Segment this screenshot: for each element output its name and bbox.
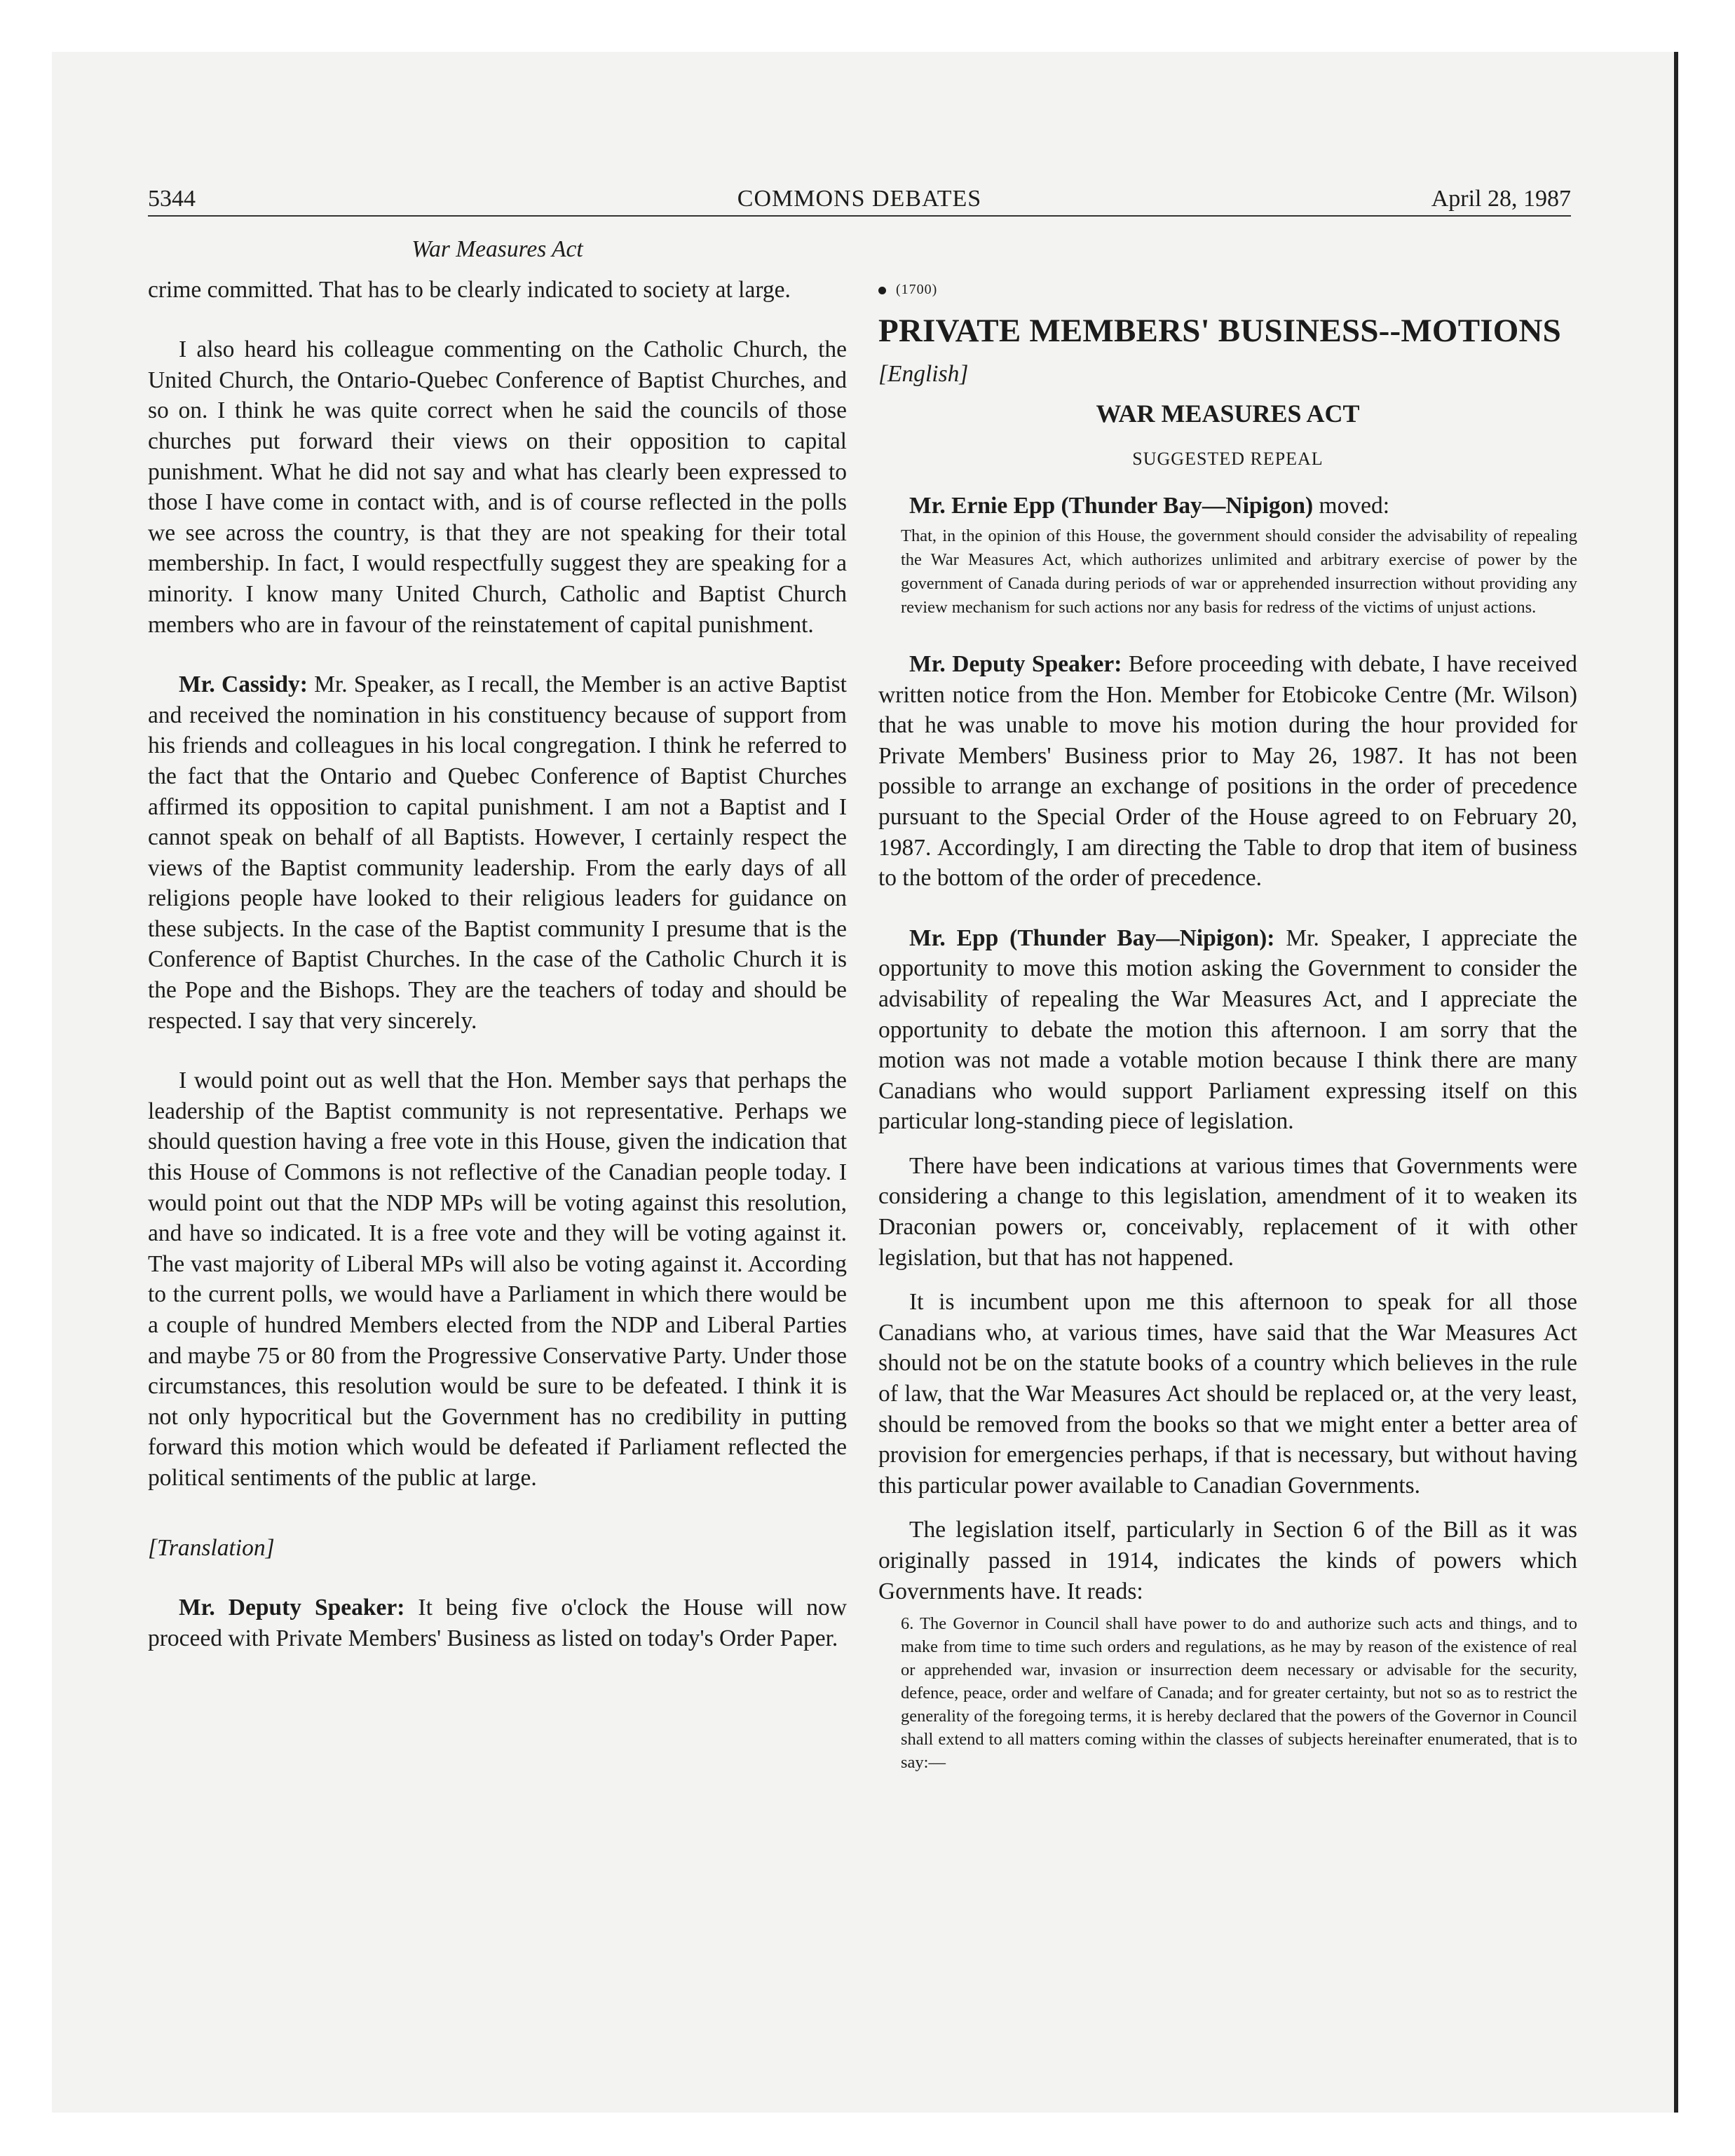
paragraph: There have been indications at various times that Governments were considering a change to this legislation, amendment of it to weaken its Draconian powers or, conceivably, replacement of it with other legislation, but that has not happened.	[878, 1152, 1577, 1271]
speech-paragraph	[878, 649, 1577, 894]
subject-subheading: SUGGESTED REPEAL	[1132, 448, 1324, 469]
page-number: 5344	[148, 186, 196, 212]
speaker-name: Mr. Cassidy:	[179, 671, 308, 698]
paragraph: I also heard his colleague commenting on the Catholic Church, the United Church, the Ontario-Quebec Conference of Baptist Churches, and so on. I think he was quite correct when he said the councils of those churches put forward their views on their opposition to capital punishment. What he did not say and what has clearly been expressed to those I have come in contact with, and is of course reflected in the polls we see across the country, is that they are not speaking for their total membership. In fact, I would respectfully suggest they are speaking for a minority. I know many United Church, Catholic and Baptist Church members who are in favour of the reinstatement of capital punishment.	[148, 336, 847, 638]
publication-title: COMMONS DEBATES	[737, 186, 982, 212]
language-marker: [English]	[878, 360, 969, 387]
section-heading: PRIVATE MEMBERS' BUSINESS--MOTIONS	[878, 312, 1561, 349]
paragraph: It is incumbent upon me this afternoon to speak for all those Canadians who, at various times, have said that the War Measures Act should not be on the statute books of a country which believes in the rule of law, that the War Measures Act should be replaced or, at the very least, should be removed from the books so that we might enter a better area of provision for emergencies perhaps, if that is necessary, but without having this particular power available to Canadian Governments.	[878, 1289, 1577, 1499]
speech-text: Mr. Speaker, as I recall, the Member is an active Baptist and received the nomination in his constituency because of support from his friends and colleagues in his local congregation. I think he referred to the fact that the Ontario and Quebec Conference of Baptist Churches affirmed its opposition to capital punishment. I am not a Baptist and I cannot speak on behalf of all Baptists. However, I certainly respect the views of the Baptist community leadership. From the early days of all religions people have looked to their religious leaders for guidance on these subjects. In the case of the Baptist community I presume that is the Conference of Baptist Churches. In the case of the Catholic Church it is the Pope and the Bishops. They are the teachers of today and should be respected. I say that very sincerely.	[148, 671, 847, 1034]
left-column	[148, 231, 847, 1653]
paragraph: The legislation itself, particularly in Section 6 of the Bill as it was originally passed in 1914, indicates the kinds of powers which Governments have. It reads:	[878, 1517, 1577, 1604]
statute-quote: 6. The Governor in Council shall have power to do and authorize such acts and things, and to make from time to time such orders and regulations, as he may by reason of the existence of real or apprehended war, invasion or insurrection deem necessary or advisable for the security, defence, peace, order and welfare of Canada; and for greater certainty, but not so as to restrict the generality of the foregoing terms, it is hereby declared that the powers of the Governor in Council shall extend to all matters coming within the classes of subjects hereinafter enumerated, that is to say:—	[901, 1614, 1577, 1773]
speaker-name: Mr. Ernie Epp (Thunder Bay—Nipigon)	[909, 493, 1314, 519]
bullet-icon	[878, 287, 886, 294]
speech-paragraph	[148, 669, 847, 1036]
speech-text: Before proceeding with debate, I have received written notice from the Hon. Member for Etobicoke Centre (Mr. Wilson) that he was unable to move his motion during the hour provided for Private Members' Business prior to May 26, 1987. It has not been possible to arrange an exchange of positions in the order of precedence pursuant to the Special Order of the House agreed to on February 20, 1987. Accordingly, I am directing the Table to drop that item of business to the bottom of the order of precedence.	[878, 650, 1577, 892]
running-head: War Measures Act	[411, 236, 583, 262]
speech-text: Mr. Speaker, I appreciate the opportunity to move this motion asking the Government to consider the advisability of repealing the War Measures Act, and I appreciate the opportunity to debate the motion this afternoon. I am sorry that the motion was not made a votable motion because I think there are many Canadians who would support Parliament expressing itself on this particular long-standing piece of legislation.	[878, 925, 1577, 1135]
speaker-name: Mr. Deputy Speaker:	[179, 1595, 405, 1621]
speaker-name: Mr. Epp (Thunder Bay—Nipigon):	[909, 925, 1275, 951]
mover-line: Mr. Ernie Epp (Thunder Bay—Nipigon) moved:	[909, 493, 1390, 519]
speech-paragraph	[148, 1592, 847, 1653]
speech-text: It being five o'clock the House will now proceed with Private Members' Business as listed on today's Order Paper.	[148, 1595, 847, 1651]
translation-marker: [Translation]	[148, 1534, 275, 1561]
paragraph: I would point out as well that the Hon. Member says that perhaps the leadership of the Baptist community is not representative. Perhaps we should question having a free vote in this House, given the indication that this House of Commons is not reflective of the Canadian people today. I would point out that the NDP MPs will be voting against this resolution, and have so indicated. It is a free vote and they will be voting against it. The vast majority of Liberal MPs will also be voting against it. According to the current polls, we would have a Parliament in which there would be a couple of hundred Members elected from the NDP and Liberal Parties and maybe 75 or 80 from the Progressive Conservative Party. Under those circumstances, this resolution would be sure to be defeated. I think it is not only hypocritical but the Government has no credibility in putting forward this motion which would be defeated if Parliament reflected the political sentiments of the public at large.	[148, 1067, 847, 1491]
page-edge-shadow	[1674, 52, 1678, 2113]
page-header	[148, 179, 1571, 217]
speaker-name: Mr. Deputy Speaker:	[909, 650, 1122, 677]
paragraph: crime committed. That has to be clearly indicated to society at large.	[148, 276, 791, 303]
time-marker: (1700)	[878, 275, 1577, 306]
right-column	[878, 231, 1577, 1774]
publication-date: April 28, 1987	[1431, 186, 1571, 212]
motion-text: That, in the opinion of this House, the government should consider the advisability of repealing the War Measures Act, which authorizes unlimited and arbitrary exercise of power by the government of Canada during periods of war or apprehended insurrection without providing any review mechanism for such actions nor any basis for redress of the victims of unjust actions.	[901, 526, 1577, 617]
speech-paragraph	[878, 923, 1577, 1137]
subject-heading: WAR MEASURES ACT	[1096, 400, 1360, 428]
